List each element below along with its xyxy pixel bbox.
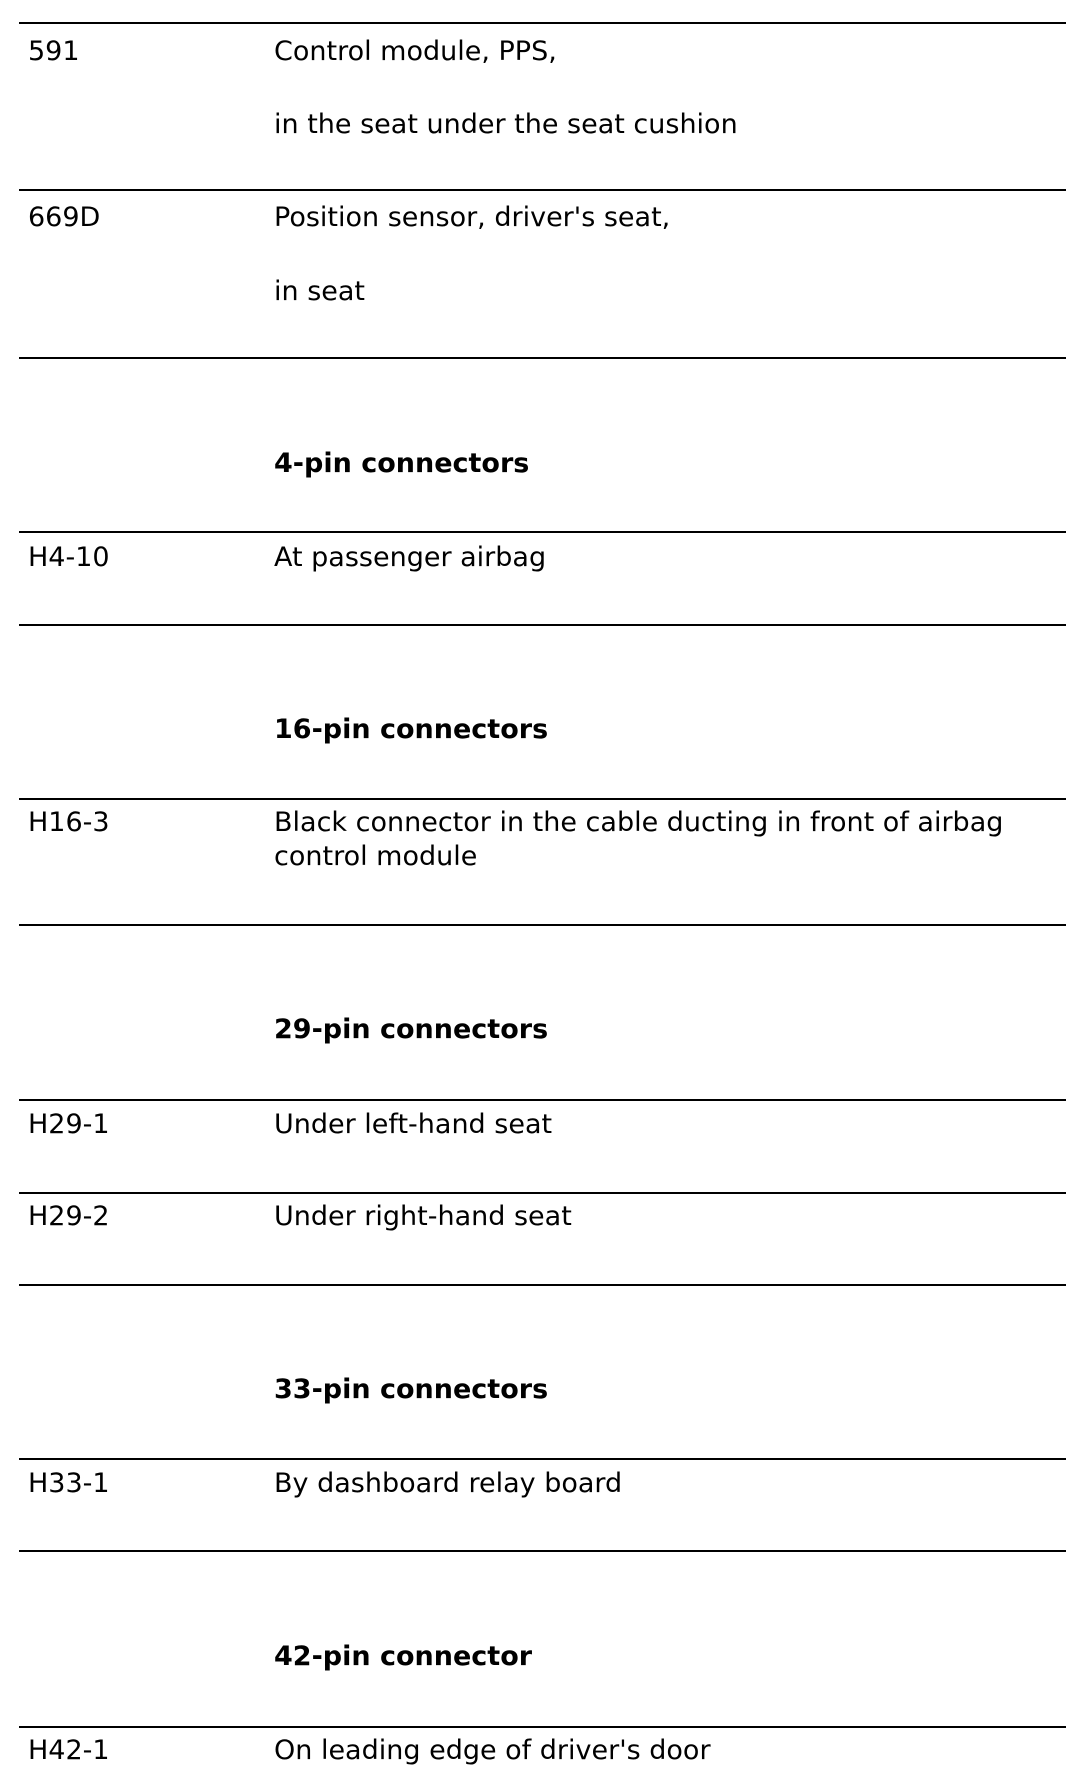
connector-location: Black connector in the cable ducting in front of airbag control module: [274, 807, 1004, 872]
connector-code: H33-1: [28, 1468, 110, 1499]
connector-location: Under right-hand seat: [274, 1201, 572, 1232]
table-rule: [19, 1458, 1066, 1460]
table-rule: [19, 1550, 1066, 1552]
component-location: in seat: [274, 276, 366, 307]
section-heading-4-pin: 4-pin connectors: [274, 448, 530, 479]
table-rule: [19, 1726, 1066, 1728]
table-rule: [19, 531, 1066, 533]
component-code: 591: [28, 36, 80, 67]
table-rule: [19, 924, 1066, 926]
table-rule: [19, 798, 1066, 800]
table-rule: [19, 1284, 1066, 1286]
table-rule: [19, 1099, 1066, 1101]
component-description: Control module, PPS,: [274, 36, 557, 67]
section-heading-33-pin: 33-pin connectors: [274, 1374, 549, 1405]
section-heading-42-pin: 42-pin connector: [274, 1641, 533, 1672]
connector-code: H29-2: [28, 1201, 110, 1232]
connector-code: H16-3: [28, 807, 110, 838]
component-code: 669D: [28, 202, 101, 233]
connector-code: H42-1: [28, 1735, 110, 1766]
table-rule: [19, 22, 1066, 24]
component-location: in the seat under the seat cushion: [274, 109, 738, 140]
table-rule: [19, 624, 1066, 626]
connector-location: Under left-hand seat: [274, 1109, 553, 1140]
connector-code: H29-1: [28, 1109, 110, 1140]
table-rule: [19, 1192, 1066, 1194]
table-rule: [19, 189, 1066, 191]
table-rule: [19, 357, 1066, 359]
connector-location: By dashboard relay board: [274, 1468, 623, 1499]
component-description: Position sensor, driver's seat,: [274, 202, 671, 233]
section-heading-29-pin: 29-pin connectors: [274, 1014, 549, 1045]
connector-code: H4-10: [28, 542, 110, 573]
connector-location: At passenger airbag: [274, 542, 547, 573]
section-heading-16-pin: 16-pin connectors: [274, 714, 549, 745]
connector-location: On leading edge of driver's door: [274, 1735, 711, 1766]
